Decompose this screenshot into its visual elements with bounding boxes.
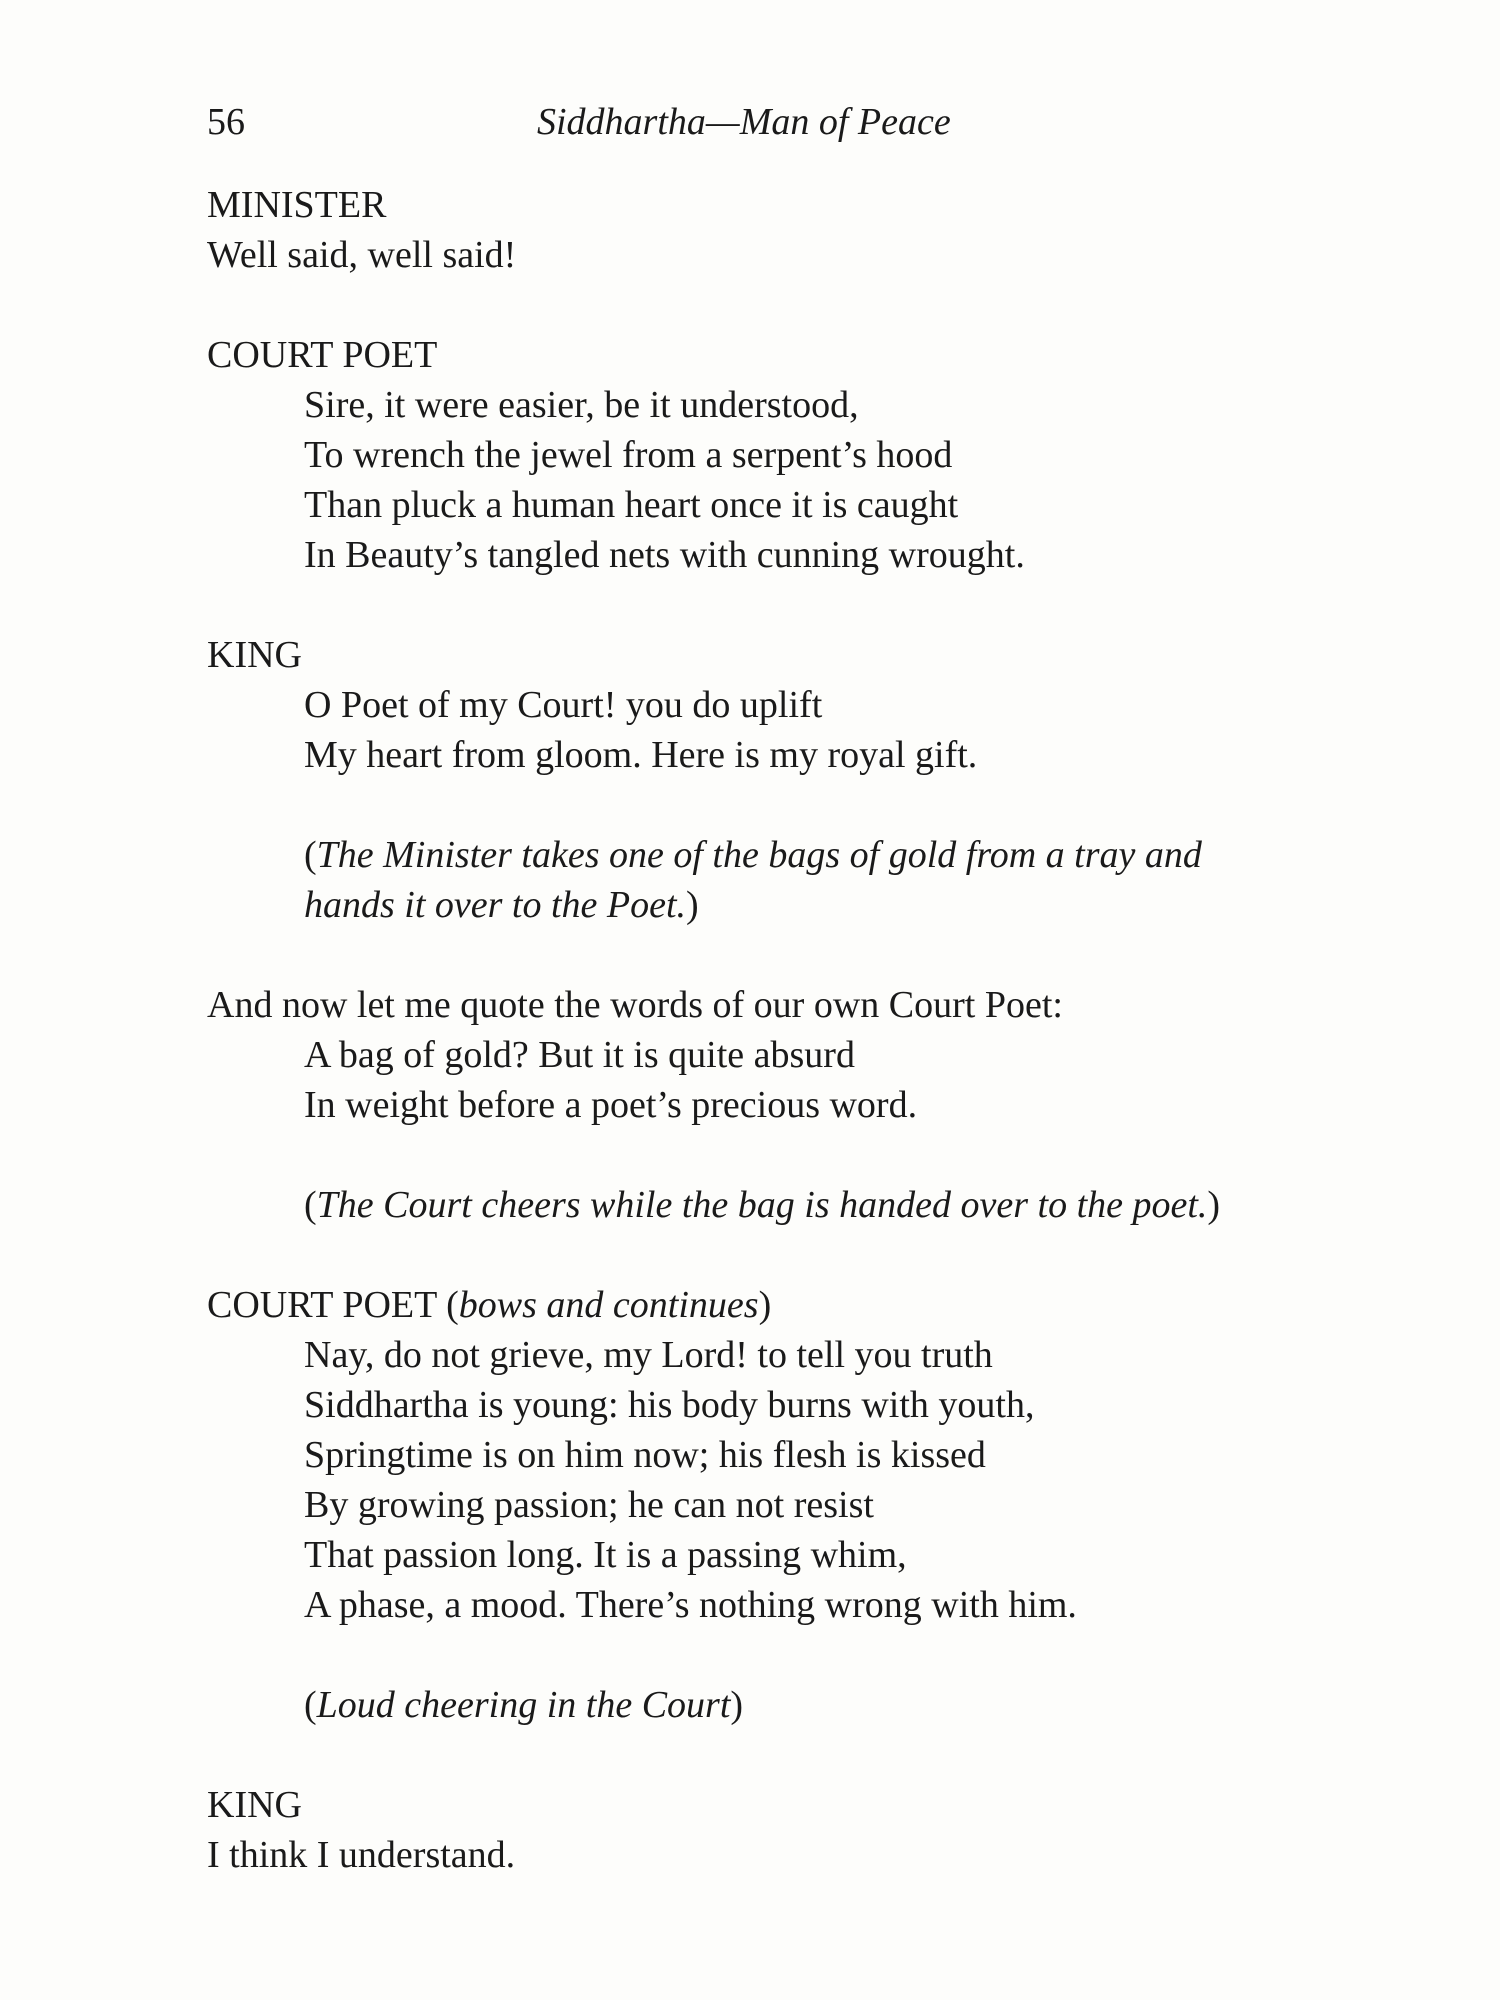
speaker-line	[207, 1280, 1337, 1330]
stage-direction-text: The Minister takes one of the bags of gold from a tray and	[316, 834, 1202, 876]
speaker-name: KING	[207, 1784, 302, 1826]
paren-close: )	[730, 1684, 744, 1726]
verse-line: To wrench the jewel from a serpent’s hood	[304, 434, 953, 476]
verse-line: By growing passion; he can not resist	[304, 1484, 874, 1526]
verse-line: Siddhartha is young: his body burns with youth,	[304, 1384, 1035, 1426]
spacer	[207, 580, 1337, 630]
verse-line: Than pluck a human heart once it is caught	[304, 484, 959, 526]
page-body	[207, 180, 1337, 1880]
spacer	[207, 1230, 1337, 1280]
verse-line: Nay, do not grieve, my Lord! to tell you truth	[304, 1334, 993, 1376]
spacer	[207, 1730, 1337, 1780]
verse-line: My heart from gloom. Here is my royal gift.	[304, 734, 978, 776]
verse-line: O Poet of my Court! you do uplift	[304, 684, 823, 726]
verse-line: That passion long. It is a passing whim,	[304, 1534, 907, 1576]
spacer	[207, 930, 1337, 980]
stage-direction-line	[207, 830, 1337, 880]
verse-line: A bag of gold? But it is quite absurd	[304, 1034, 855, 1076]
paren-open: (	[436, 1284, 459, 1326]
paren-open: (	[304, 1184, 317, 1226]
speaker-name: COURT POET	[207, 1284, 437, 1326]
speech-line: Well said, well said!	[207, 234, 517, 276]
king-speech	[207, 630, 1337, 780]
verse-line: Sire, it were easier, be it understood,	[304, 384, 859, 426]
paren-open: (	[304, 1684, 317, 1726]
minister-speech	[207, 180, 1337, 280]
court-poet-speech	[207, 330, 1337, 580]
king-speech	[207, 1780, 1337, 1880]
spacer	[207, 1130, 1337, 1180]
paren-close: )	[686, 884, 699, 926]
court-poet-speech	[207, 1280, 1337, 1630]
speech-line: I think I understand.	[207, 1834, 516, 1876]
stage-direction-text: hands it over to the Poet.	[304, 884, 687, 926]
speaker-direction: bows and continues	[458, 1284, 759, 1326]
stage-direction	[207, 1180, 1337, 1230]
spacer	[207, 780, 1337, 830]
speaker-name: KING	[207, 634, 302, 676]
speaker-name: COURT POET	[207, 334, 438, 376]
stage-direction-line	[207, 880, 1337, 930]
stage-direction-text: The Court cheers while the bag is handed over to the poet.	[316, 1184, 1208, 1226]
paren-open: (	[304, 834, 317, 876]
stage-direction-text: Loud cheering in the Court	[316, 1684, 731, 1726]
speech-line: And now let me quote the words of our own Court Poet:	[207, 984, 1063, 1026]
verse-line: A phase, a mood. There’s nothing wrong with him.	[304, 1584, 1077, 1626]
stage-direction-line	[207, 1680, 1337, 1730]
stage-direction-line	[207, 1180, 1337, 1230]
running-head: Siddhartha—Man of Peace	[537, 101, 951, 143]
stage-direction	[207, 830, 1337, 930]
page-number: 56	[207, 101, 245, 143]
stage-direction	[207, 1680, 1337, 1730]
king-continued-speech	[207, 980, 1337, 1130]
spacer	[207, 280, 1337, 330]
verse-line: Springtime is on him now; his flesh is kissed	[304, 1434, 986, 1476]
paren-close: )	[758, 1284, 772, 1326]
page-header	[207, 100, 1307, 150]
spacer	[207, 1630, 1337, 1680]
verse-line: In weight before a poet’s precious word.	[304, 1084, 918, 1126]
paren-close: )	[1207, 1184, 1221, 1226]
speaker-name: MINISTER	[207, 184, 387, 226]
verse-line: In Beauty’s tangled nets with cunning wrought.	[304, 534, 1025, 576]
